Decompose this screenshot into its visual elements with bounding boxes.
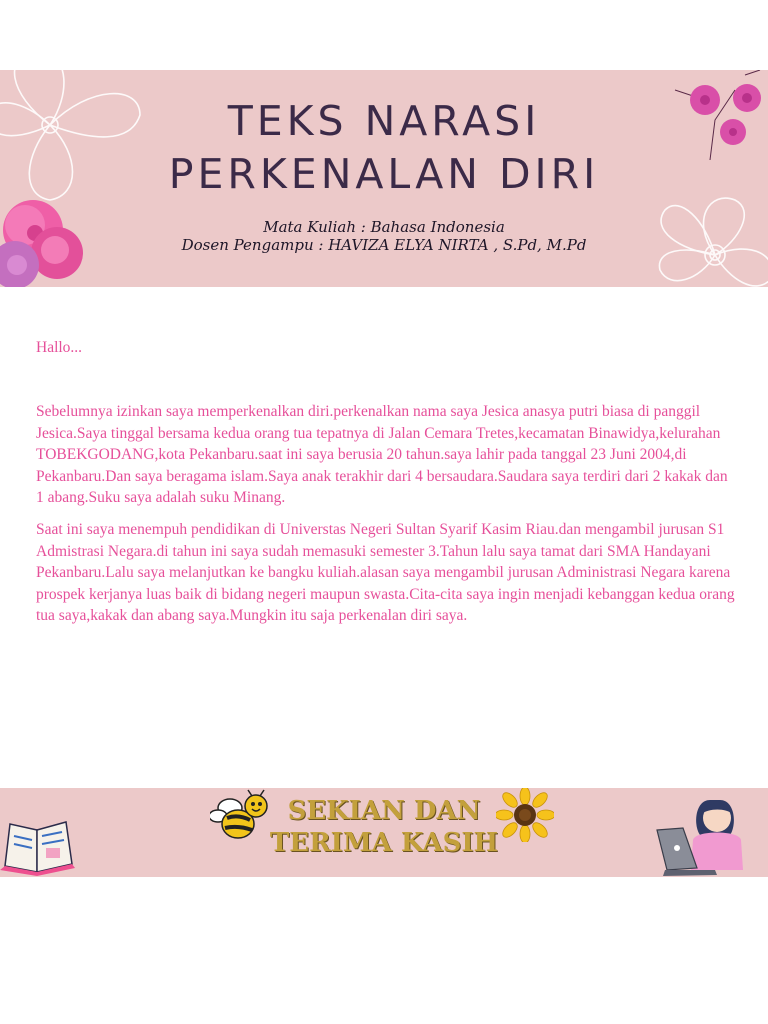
girl-with-laptop-icon (655, 790, 755, 877)
closing-line1: SEKIAN DAN (287, 796, 481, 826)
page-title-line2: PERKENALAN DIRI (168, 150, 600, 198)
course-label: Mata Kuliah : Bahasa Indonesia (263, 218, 505, 236)
sunflower-icon (496, 788, 554, 842)
greeting-text: Hallo... (36, 339, 83, 356)
closing-line2: TERIMA KASIH (269, 828, 499, 858)
footer-banner (0, 788, 768, 877)
header-banner (0, 70, 768, 287)
page-title-line1: TEKS NARASI (227, 97, 541, 145)
narrative-body (36, 337, 736, 626)
lecturer-label: Dosen Pengampu : HAVIZA ELYA NIRTA , S.Pd, M.Pd (181, 236, 587, 254)
paragraph-2: Saat ini saya menempuh pendidikan di Universtas Negeri Sultan Syarif Kasim Riau.dan mengambil jurusan S1 Admistrasi Negara.di tahun ini saya sudah memasuki semester 3.Tahun lalu saya tamat dari SMA Handayani Pekanbaru.Lalu saya melanjutkan ke bangku kuliah.alasan saya mengambil jurusan Administrasi Negara karena prospek kerjanya luas baik di bidang negeri maupun swasta.Cita-cita saya ingin menjadi kebanggan kedua orang tua saya,kakak dan abang saya.Mungkin itu saja perkenalan diri saya. (36, 521, 735, 625)
paragraph-1: Sebelumnya izinkan saya memperkenalkan diri.perkenalkan nama saya Jesica anasya putri biasa di panggil Jesica.Saya tinggal bersama kedua orang tua tepatnya di Jalan Cemara Tretes,kecamatan Binawidya,kelurahan TOBEKGODANG,kota Pekanbaru.saat ini saya berusia 20 tahun.saya lahir pada tanggal 23 Juni 2004,di Pekanbaru.Dan saya beragama islam.Saya anak terakhir dari 4 bersaudara.Saudara saya terdiri dari 2 kakak dan 1 abang.Suku saya adalah suku Minang. (36, 403, 728, 507)
